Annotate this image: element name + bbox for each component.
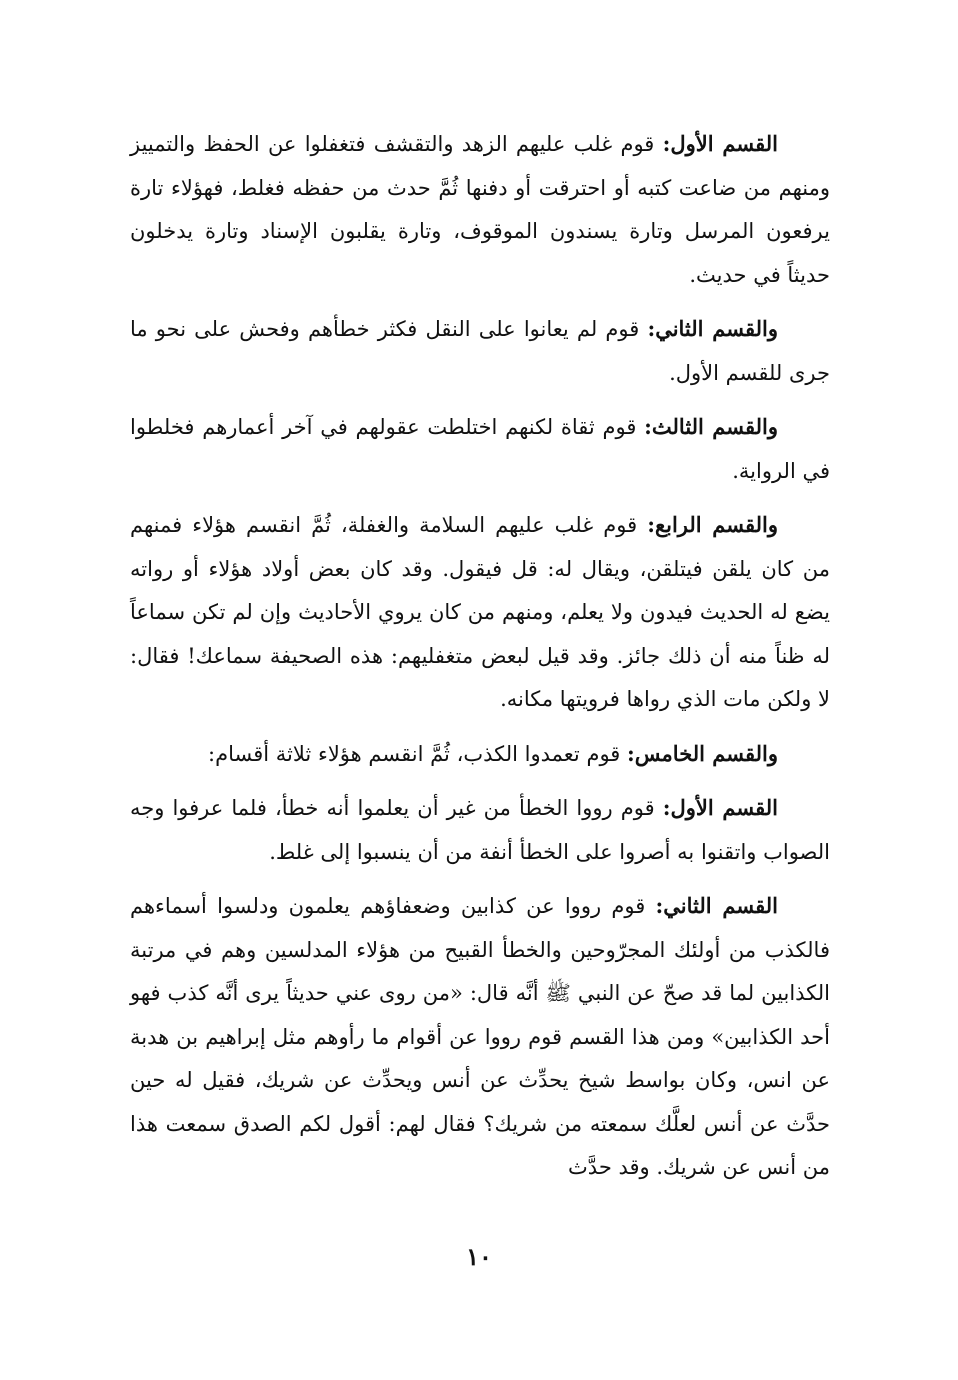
paragraph-text: قوم تعمدوا الكذب، ثُمَّ انقسم هؤلاء ثلاثة أقسام:	[208, 741, 628, 766]
paragraph-label: والقسم الخامس:	[627, 740, 778, 766]
page-number: ١٠	[466, 1242, 492, 1271]
paragraph-subcategory-first	[130, 786, 830, 874]
paragraph-subcategory-second	[130, 884, 830, 1190]
paragraph-text: قوم رووا عن كذابين وضعفاؤهم يعلمون ودلسوا أسماءهم فالكذب من أولئك المجرّوحين والخطأ القبيح من هؤلاء المدلسين وهم في مرتبة الكذابين لما قد صحّ عن النبي ﷺ أنَّه قال: «من روى عني حديثاً يرى أنَّه كذب فهو أحد الكذابين» ومن هذا القسم قوم رووا عن أقوام ما رأوهم مثل إبراهيم بن هدبة عن انس، وكان بواسط شيخ يحدِّث عن أنس ويحدِّث عن شريك، فقيل له حين حدَّث عن أنس لعلَّك سمعته من شريك؟ فقال لهم: أقول لكم الصدق سمعت هذا من أنس عن شريك. وقد حدَّث	[130, 894, 830, 1179]
paragraph-label: القسم الثاني:	[655, 893, 778, 918]
paragraph-label: والقسم الثالث:	[644, 414, 779, 439]
paragraph-first-category	[130, 122, 830, 297]
paragraph-text: قوم لم يعانوا على النقل فكثر خطأهم وفحش على نحو ما جرى للقسم الأول.	[130, 317, 830, 385]
paragraph-label: والقسم الثاني:	[647, 316, 778, 341]
paragraph-second-category	[130, 307, 830, 395]
paragraph-text: قوم ثقاة لكنهم اختلطت عقولهم في آخر أعمارهم فخلطوا في الرواية.	[130, 415, 830, 483]
paragraph-label: والقسم الرابع:	[647, 512, 778, 537]
paragraph-fourth-category	[130, 503, 830, 722]
paragraph-third-category	[130, 405, 830, 493]
paragraph-text: قوم غلب عليهم الزهد والتقشف فتغفلوا عن الحفظ والتمييز ومنهم من ضاعت كتبه أو احترقت أو دفنها ثُمَّ حدث من حفظه فغلط، فهؤلاء تارة يرفعون المرسل وتارة يسندون الموقوف، وتارة يقلبون الإسناد وتارة يدخلون حديثاً في حديث.	[130, 132, 830, 287]
paragraph-label: القسم الأول:	[662, 795, 778, 820]
paragraph-label: القسم الأول:	[662, 131, 778, 156]
page-body	[130, 122, 830, 1200]
paragraph-text: قوم غلب عليهم السلامة والغفلة، ثُمَّ انقسم هؤلاء فمنهم من كان يلقن فيتلقن، ويقال له: قل فيقول. وقد كان بعض أولاد هؤلاء أو رواته يضع له الحديث فيدون ولا يعلم، ومنهم من كان يروي الأحاديث وإن لم تكن سماعاً له ظناً منه أن ذلك جائز. وقد قيل لبعض متغفليهم: هذه الصحيفة سماعك! فقال: لا ولكن مات الذي رواها فرويتها مكانه.	[130, 513, 830, 711]
paragraph-text: قوم رووا الخطأ من غير أن يعلموا أنه خطأ، فلما عرفوا وجه الصواب واتقنوا به أصروا على الخطأ أنفة من أن ينسبوا إلى غلط.	[130, 796, 830, 864]
paragraph-fifth-category	[130, 732, 830, 777]
